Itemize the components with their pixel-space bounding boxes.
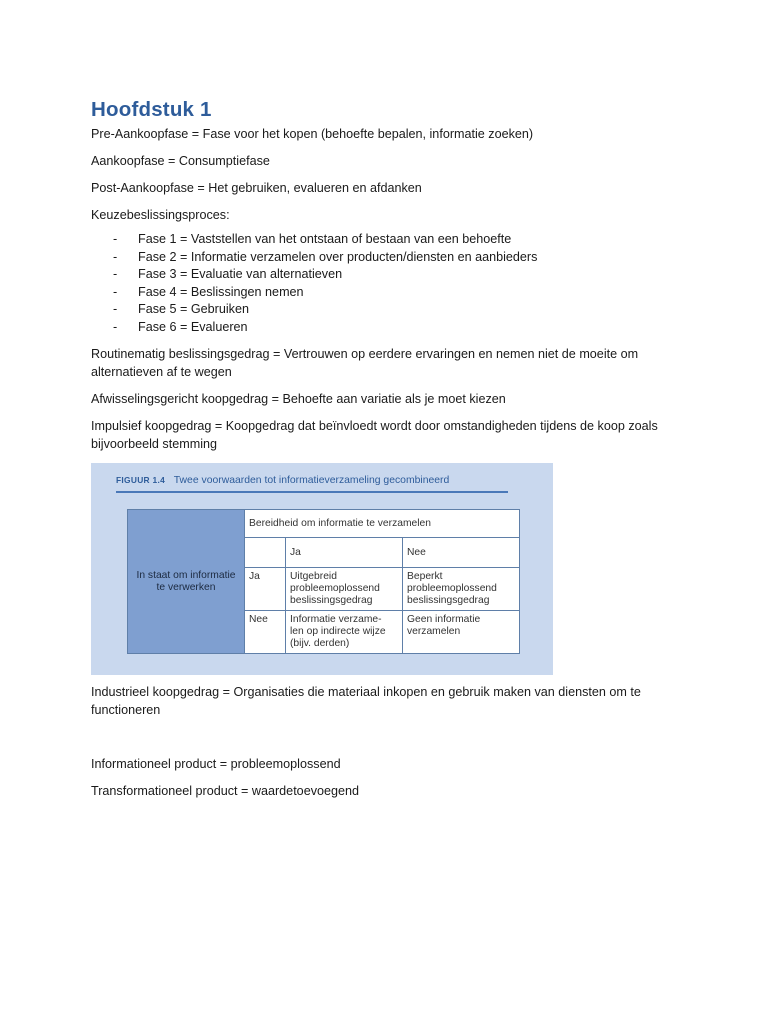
cell-nee-ja: Informatie verzame- len op indirecte wijze (bijv. derden) <box>286 611 403 654</box>
definition-transformationeel: Transformationeel product = waardetoevoegend <box>91 784 360 798</box>
definition-pre-aankoopfase: Pre-Aankoopfase = Fase voor het kopen (behoefte bepalen, informatie zoeken) <box>91 127 534 141</box>
figure-table <box>127 509 520 654</box>
figure-image <box>91 463 553 675</box>
row-header-cell: In staat om informatie te verwerken <box>128 510 245 654</box>
cell-ja-ja: Uitgebreid probleemoplossend beslissingsgedrag <box>286 568 403 611</box>
col-nee-cell: Nee <box>403 538 520 568</box>
cell-nee-nee: Geen informatie verzamelen <box>403 611 520 654</box>
chapter-heading: Hoofdstuk 1 <box>91 98 212 121</box>
cell-ja-nee: Beperkt probleemoplossend beslissingsgedrag <box>403 568 520 611</box>
definition-informationeel: Informationeel product = probleemoplossend <box>91 757 341 771</box>
figure-title: Twee voorwaarden tot informatieverzameling gecombineerd <box>173 475 450 486</box>
keuzebeslissingsproces-label: Keuzebeslissingsproces: <box>91 208 230 222</box>
row-nee-cell: Nee <box>245 611 286 654</box>
list-item: - Fase 1 = Vaststellen van het ontstaan of bestaan van een behoefte <box>91 231 681 249</box>
col-ja-cell: Ja <box>286 538 403 568</box>
figure-caption <box>116 475 449 486</box>
dash-bullet: - <box>113 232 118 246</box>
list-item: - Fase 3 = Evaluatie van alternatieven <box>91 266 681 284</box>
document-page <box>91 97 681 809</box>
dash-bullet: - <box>113 267 118 281</box>
definition-routinematig: Routinematig beslissingsgedrag = Vertrouwen op eerdere ervaringen en nemen niet de moeite om alternatieven af te wegen <box>91 347 639 379</box>
list-item: - Fase 4 = Beslissingen nemen <box>91 284 681 302</box>
list-item: - Fase 5 = Gebruiken <box>91 301 681 319</box>
definition-post-aankoopfase: Post-Aankoopfase = Het gebruiken, evalueren en afdanken <box>91 181 422 195</box>
dash-bullet: - <box>113 302 118 316</box>
dash-bullet: - <box>113 319 118 334</box>
definition-industrieel: Industrieel koopgedrag = Organisaties die materiaal inkopen en gebruik maken van diensten om te functioneren <box>91 685 641 717</box>
list-item: - Fase 2 = Informatie verzamelen over producten/diensten en aanbieders <box>91 249 681 267</box>
phase-list <box>91 231 681 336</box>
dash-bullet: - <box>113 249 118 264</box>
definition-afwisselingsgericht: Afwisselingsgericht koopgedrag = Behoefte aan variatie als je moet kiezen <box>91 392 506 406</box>
figure-number: FIGUUR 1.4 <box>116 475 166 485</box>
figure-title-rule <box>116 491 508 493</box>
definition-aankoopfase: Aankoopfase = Consumptiefase <box>91 154 270 168</box>
dash-bullet: - <box>113 284 118 299</box>
definition-impulsief: Impulsief koopgedrag = Koopgedrag dat beïnvloedt wordt door omstandigheden tijdens de koop zoals bijvoorbeeld stemming <box>91 419 658 451</box>
row-ja-cell: Ja <box>245 568 286 611</box>
empty-cell <box>245 538 286 568</box>
column-header-cell: Bereidheid om informatie te verzamelen <box>245 510 520 538</box>
list-item: - Fase 6 = Evalueren <box>91 319 681 337</box>
